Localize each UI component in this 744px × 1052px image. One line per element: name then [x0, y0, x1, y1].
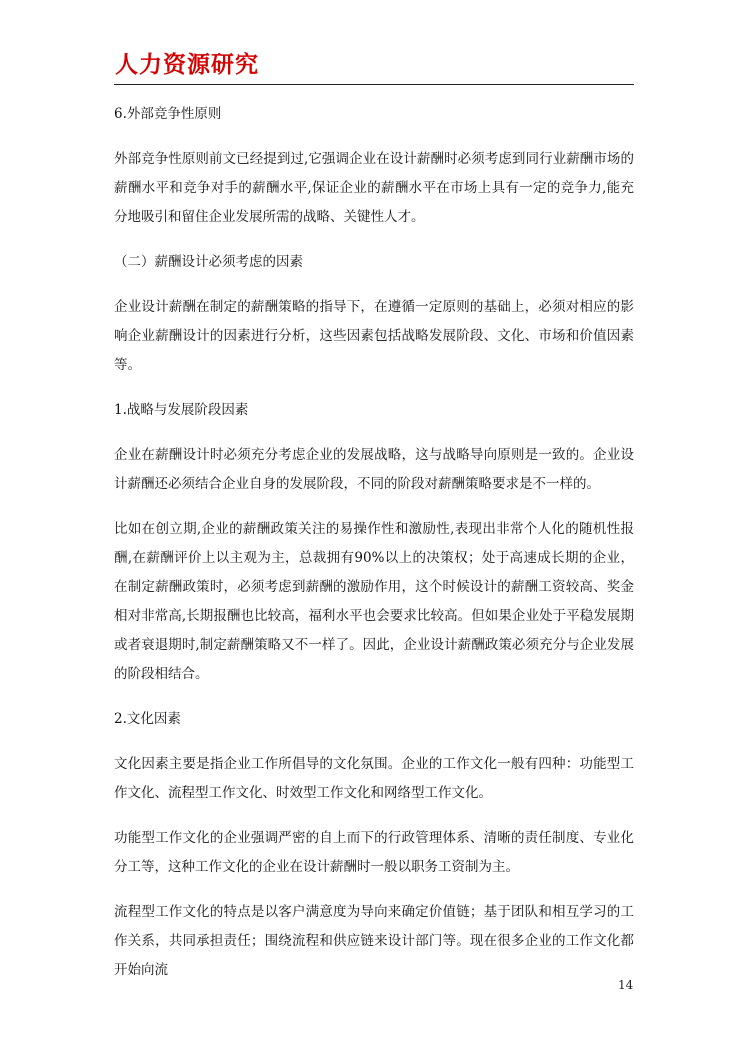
section-heading: 2.文化因素	[114, 711, 181, 727]
paragraph: 比如在创立期,企业的薪酬政策关注的易操作性和激励性,表现出非常个人化的随机性报酬,在薪酬评价上以主观为主，总裁拥有90%以上的决策权；处于高速成长期的企业，在制定薪酬政策时，必须考虑到薪酬的激励作用，这个时候设计的薪酬工资较高、奖金相对非常高,长期报酬也比较高，福利水平也会要求比较高。但如果企业处于平稳发展期或者衰退期时,制定薪酬策略又不一样了。因此，企业设计薪酬政策必须充分与企业发展的阶段相结合。	[114, 521, 634, 682]
section-heading: （二）薪酬设计必须考虑的因素	[114, 254, 303, 270]
paragraph: 企业在薪酬设计时必须充分考虑企业的发展战略，这与战略导向原则是一致的。企业设计薪酬还必须结合企业自身的发展阶段，不同的阶段对薪酬策略要求是不一样的。	[114, 447, 634, 492]
paragraph: 流程型工作文化的特点是以客户满意度为导向来确定价值链；基于团队和相互学习的工作关系，共同承担责任；围绕流程和供应链来设计部门等。现在很多企业的工作文化都开始向流	[114, 904, 634, 978]
paragraph: 文化因素主要是指企业工作所倡导的文化氛围。企业的工作文化一般有四种：功能型工作文化、流程型工作文化、时效型工作文化和网络型工作文化。	[114, 756, 634, 801]
paragraph: 企业设计薪酬在制定的薪酬策略的指导下，在遵循一定原则的基础上，必须对相应的影响企业薪酬设计的因素进行分析，这些因素包括战略发展阶段、文化、市场和价值因素等。	[114, 299, 634, 373]
paragraph: 外部竞争性原则前文已经提到过,它强调企业在设计薪酬时必须考虑到同行业薪酬市场的薪酬水平和竞争对手的薪酬水平,保证企业的薪酬水平在市场上具有一定的竞争力,能充分地吸引和留住企业发展所需的战略、关键性人才。	[114, 151, 634, 225]
header-divider	[114, 84, 634, 85]
section-heading: 1.战略与发展阶段因素	[114, 402, 249, 418]
document-body	[114, 100, 634, 985]
paragraph: 功能型工作文化的企业强调严密的自上而下的行政管理体系、清晰的责任制度、专业化分工等，这种工作文化的企业在设计薪酬时一般以职务工资制为主。	[114, 830, 634, 875]
page-number: 14	[618, 978, 634, 992]
section-heading: 6.外部竞争性原则	[114, 106, 222, 122]
header-title: 人力资源研究	[115, 52, 259, 78]
